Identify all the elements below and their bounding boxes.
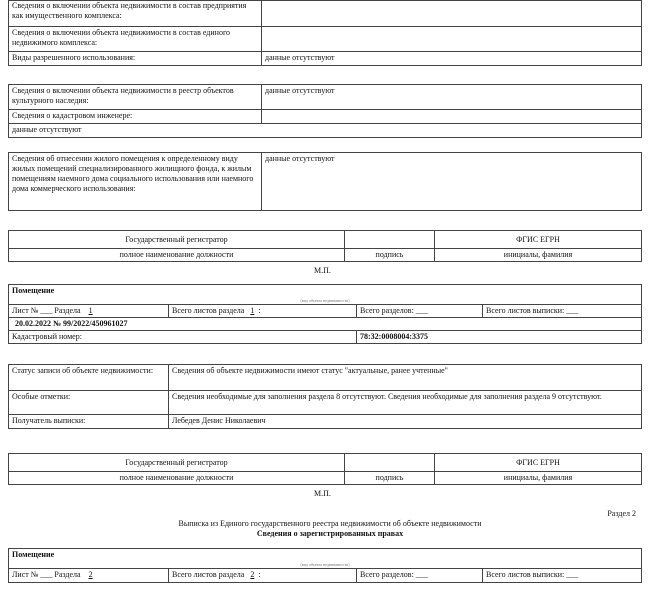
table-row: [9, 26, 642, 51]
sections-total-cell: [357, 568, 483, 582]
sheet-value: ___: [40, 569, 53, 579]
registrar-name: ФГИС ЕГРН: [435, 231, 642, 249]
sheet-value: ___: [40, 305, 53, 315]
object-type-caption: (вид объекта недвижимости): [9, 298, 642, 305]
cultural-heritage-value: данные отсутствуют: [262, 85, 642, 110]
sheets-in-section-value: 1: [250, 305, 255, 315]
name-caption: инициалы, фамилия: [435, 249, 642, 262]
housing-type-value: данные отсутствуют: [262, 153, 642, 211]
cultural-engineer-block: [8, 84, 642, 138]
table-row: [9, 124, 642, 138]
object-type: Помещение: [9, 285, 642, 298]
section-label: Раздела: [54, 569, 81, 579]
sections-total-label: Всего разделов:: [360, 305, 414, 315]
recipient-label: Получатель выписки:: [9, 415, 169, 429]
table-row: [9, 110, 642, 124]
record-status-label: Статус записи об объекте недвижимости:: [9, 365, 169, 391]
signature-block-2: [8, 453, 642, 485]
table-row: [9, 415, 642, 429]
sheets-total-label: Всего листов выписки:: [486, 569, 565, 579]
sheet-number-cell: [9, 304, 169, 317]
registrar-position: Государственный регистратор: [9, 231, 345, 249]
sheets-total-value: ___: [566, 305, 579, 315]
table-row: [9, 330, 642, 343]
table-row: [9, 51, 642, 65]
cultural-heritage-label: Сведения о включении объекта недвижимости в реестр объектов культурного наследия:: [9, 85, 262, 110]
sections-total-cell: [357, 304, 483, 317]
sheet-label: Лист №: [12, 305, 39, 315]
position-caption: полное наименование должности: [9, 249, 345, 262]
recipient-value: Лебедев Денис Николаевич: [169, 415, 642, 429]
object-type-caption: (вид объекта недвижимости): [9, 562, 642, 569]
single-complex-value: [262, 26, 642, 51]
sheets-total-label: Всего листов выписки:: [486, 305, 565, 315]
sheet-number-cell: [9, 568, 169, 582]
table-row: [9, 85, 642, 110]
signature-caption: подпись: [345, 249, 435, 262]
sheets-total-value: ___: [566, 569, 579, 579]
stamp-label: М.П.: [314, 489, 331, 498]
sheets-in-section-cell: Всего листов раздела 1 :: [169, 304, 357, 317]
special-notes-label: Особые отметки:: [9, 391, 169, 415]
special-notes-value: Сведения необходимые для заполнения раздела 8 отсутствуют. Сведения необходимые для заполнения раздела 9 отсутствуют.: [169, 391, 642, 415]
table-row: [9, 454, 642, 472]
enterprise-complex-value: [262, 0, 642, 26]
extract-subheading: Сведения о зарегистрированных правах: [256, 529, 404, 538]
section-1-header: [8, 284, 642, 344]
name-caption: инициалы, фамилия: [435, 472, 642, 485]
table-row: [9, 472, 642, 485]
table-row: [9, 285, 642, 298]
sheets-in-section-value: 2: [250, 569, 255, 579]
sheets-in-section-cell: Всего листов раздела 2 :: [169, 568, 357, 582]
signature-field: [345, 231, 435, 249]
table-row: [9, 153, 642, 211]
section-value: 1: [88, 305, 93, 315]
section-2-header: [8, 548, 642, 583]
cadastral-engineer-spacer: [262, 110, 642, 124]
permitted-use-label: Виды разрешенного использования:: [9, 51, 262, 65]
sheets-total-cell: [483, 568, 642, 582]
sections-total-value: ___: [415, 305, 428, 315]
section-value: 2: [88, 569, 93, 579]
cadastral-number-label: Кадастровый номер:: [9, 330, 357, 343]
table-row: [9, 231, 642, 249]
table-row: [9, 249, 642, 262]
single-complex-label: Сведения о включении объекта недвижимости в состав единого недвижимого комплекса:: [9, 26, 262, 51]
sheets-in-section-label: Всего листов раздела: [172, 569, 245, 579]
sheet-label: Лист №: [12, 569, 39, 579]
table-row: [9, 568, 642, 582]
registrar-position: Государственный регистратор: [9, 454, 345, 472]
cadastral-engineer-value: данные отсутствуют: [9, 124, 642, 138]
section-label: Раздела: [54, 305, 81, 315]
sections-total-label: Всего разделов:: [360, 569, 414, 579]
table-row: [9, 549, 642, 562]
complex-info-block: [8, 0, 642, 66]
table-row: [9, 304, 642, 317]
extract-heading: Выписка из Единого государственного реестра недвижимости об объекте недвижимости: [178, 519, 482, 528]
permitted-use-value: данные отсутствуют: [262, 51, 642, 65]
sheets-in-section-label: Всего листов раздела: [172, 305, 245, 315]
signature-block-1: [8, 230, 642, 262]
date-number: 20.02.2022 № 99/2022/450961027: [9, 317, 642, 330]
cadastral-number-value: 78:32:0008004:3375: [357, 330, 642, 343]
section-2-label: Раздел 2: [607, 509, 636, 518]
housing-type-label: Сведения об отнесении жилого помещения к определенному виду жилых помещений специализированного жилищного фонда, к жилым помещениям наемного дома социального использования или наемного дома коммерческого использования:: [9, 153, 262, 211]
stamp-label: М.П.: [314, 266, 331, 275]
housing-type-block: [8, 152, 642, 211]
table-row: [9, 365, 642, 391]
registrar-name: ФГИС ЕГРН: [435, 454, 642, 472]
record-status-value: Сведения об объекте недвижимости имеют статус "актуальные, ранее учтенные": [169, 365, 642, 391]
cadastral-engineer-label: Сведения о кадастровом инженере:: [9, 110, 262, 124]
signature-field: [345, 454, 435, 472]
sections-total-value: ___: [415, 569, 428, 579]
table-row: [9, 317, 642, 330]
enterprise-complex-label: Сведения о включении объекта недвижимости в состав предприятия как имущественного комплекса:: [9, 0, 262, 26]
section-1-details: [8, 364, 642, 429]
object-type: Помещение: [9, 549, 642, 562]
table-row: [9, 391, 642, 415]
position-caption: полное наименование должности: [9, 472, 345, 485]
sheets-total-cell: [483, 304, 642, 317]
table-row: [9, 0, 642, 26]
signature-caption: подпись: [345, 472, 435, 485]
